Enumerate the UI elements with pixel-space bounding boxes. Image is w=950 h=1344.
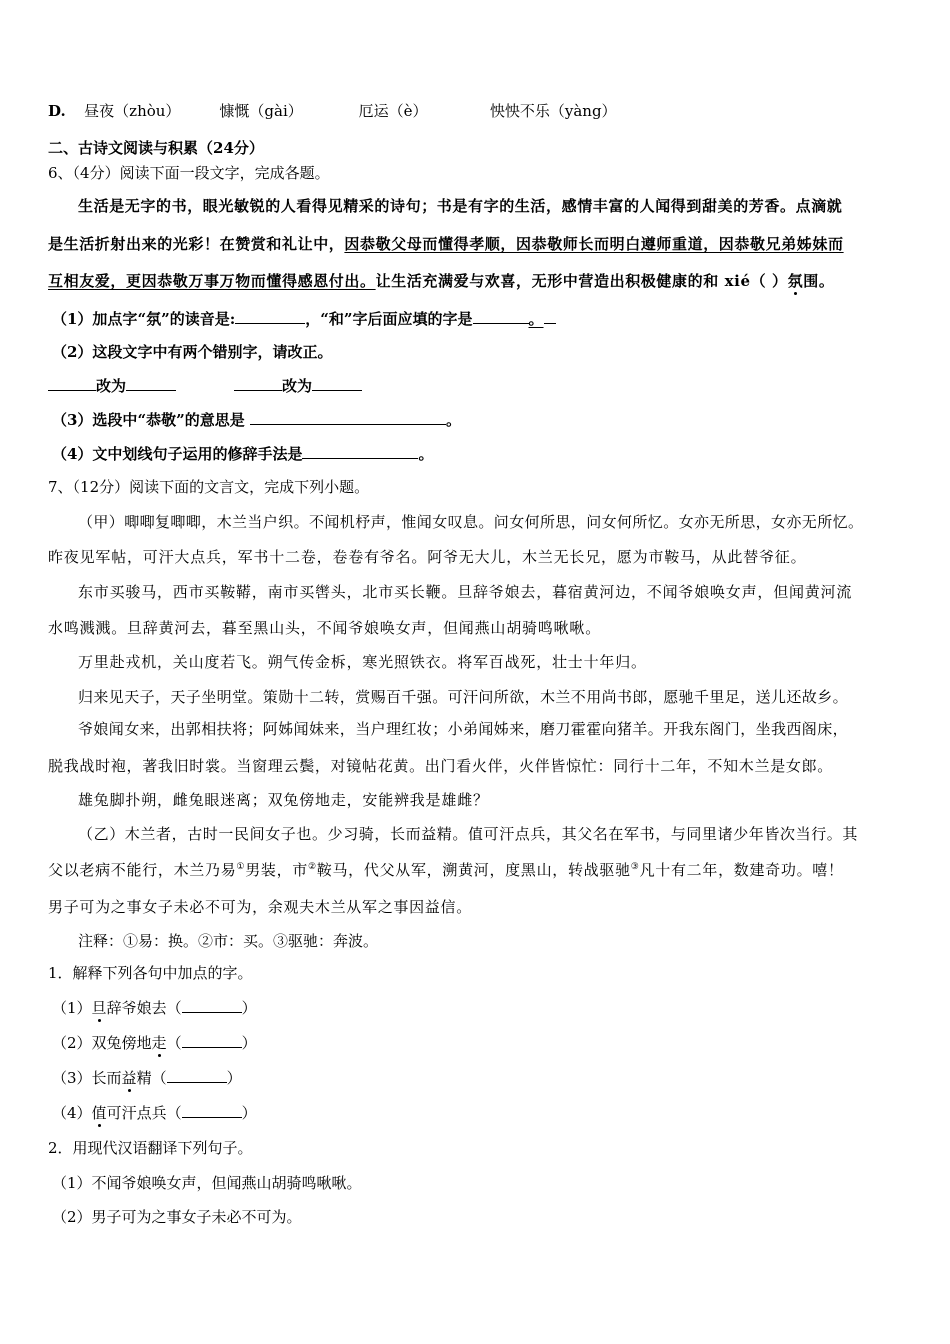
- q6-sub-3-blank[interactable]: [250, 409, 446, 425]
- q6-change-row: [48, 375, 362, 396]
- q6-sub-4: [52, 443, 433, 464]
- q7-sq2-item-2: （2）男子可为之事女子未必不可为。: [52, 1208, 302, 1226]
- q6-intro: 6、（4分）阅读下面一段文字，完成各题。: [48, 164, 330, 182]
- q7-yi-text-b: 男装，市: [245, 861, 308, 879]
- answer-blank[interactable]: [167, 1067, 227, 1083]
- q6-sub-4-end: 。: [418, 445, 434, 463]
- q6-sub-3-text: （3）选段中“恭敬”的意思是: [52, 411, 245, 429]
- q6-change-blank-2b[interactable]: [312, 375, 362, 391]
- q7-intro: 7、（12分）阅读下面的文言文，完成下列小题。: [48, 478, 370, 496]
- q6-change-blank-1b[interactable]: [126, 375, 176, 391]
- q6-change-label-1: 改为: [96, 377, 127, 395]
- item-text: 辞爷娘去（: [106, 999, 182, 1017]
- q6-sub-1: [52, 308, 556, 329]
- q7-sq1-title: 1．解释下列各句中加点的字。: [48, 964, 253, 982]
- item-close: ）: [241, 1034, 257, 1052]
- q6-underlined-sentence: 因恭敬父母而懂得孝顺，因恭敬师长而明白遵师重道，因恭敬兄弟姊妹而: [344, 235, 844, 253]
- q7-yi-line-3: 男子可为之事女子未必不可为，余观夫木兰从军之事因益信。: [48, 898, 472, 916]
- note-marker-2: ②: [308, 862, 317, 872]
- item-text: （: [166, 1034, 182, 1052]
- note-marker-3: ③: [630, 862, 640, 872]
- q7-yi-line-2: [48, 860, 844, 880]
- q7-yi-text-c: 鞍马，代父从军，溯黄河，度黑山，转战驱驰: [316, 861, 631, 879]
- q6-sub-1-text-b: ，“和”字后面应填的字是: [305, 310, 473, 328]
- q7-sq1-item-3: [52, 1067, 242, 1088]
- item-prefix: （4）: [52, 1104, 92, 1122]
- q6-sub-3: [52, 409, 461, 430]
- option-d-word-2: 慷慨（gài）: [219, 102, 303, 120]
- q6-passage-text-end: 让生活充满爱与欢喜，无形中营造出积极健康的和 xié（ ）: [375, 272, 788, 290]
- dotted-char: 益: [121, 1069, 137, 1087]
- q7-yi-text-a: 父以老病不能行，木兰乃易: [48, 861, 237, 879]
- q6-passage-line-2: [48, 234, 844, 254]
- q6-change-blank-1a[interactable]: [48, 375, 96, 391]
- q6-sub-1-trail: [544, 308, 556, 324]
- q6-sub-1-blank-2[interactable]: [473, 308, 529, 324]
- q6-sub-4-blank[interactable]: [302, 443, 418, 459]
- q6-passage-line-1: 生活是无字的书，眼光敏锐的人看得见精采的诗句；书是有字的生活，感情丰富的人闻得到甜美的芳香。点滴就: [78, 197, 843, 215]
- q6-sub-1-text-c: 。: [528, 310, 544, 328]
- q6-passage-text: 是生活折射出来的光彩！在赞赏和礼让中，: [48, 235, 345, 253]
- item-text: 可汗点兵（: [106, 1104, 182, 1122]
- q7-jia-line-2: 昨夜见军帖，可汗大点兵，军书十二卷，卷卷有爷名。阿爷无大儿，木兰无长兄，愿为市鞍马，从此替爷征。: [48, 548, 807, 566]
- answer-blank[interactable]: [182, 997, 242, 1013]
- q7-jia-line-7: 爷娘闻女来，出郭相扶将；阿姊闻妹来，当户理红妆；小弟闻姊来，磨刀霍霍向猪羊。开我东阁门，坐我西阁床，: [78, 720, 849, 738]
- q7-jia-line-6: 归来见天子，天子坐明堂。策勋十二转，赏赐百千强。可汗问所欲，木兰不用尚书郎，愿驰千里足，送儿还故乡。: [78, 688, 849, 706]
- item-close: ）: [226, 1069, 242, 1087]
- answer-blank[interactable]: [182, 1032, 242, 1048]
- q7-jia-line-5: 万里赴戎机，关山度若飞。朔气传金柝，寒光照铁衣。将军百战死，壮士十年归。: [78, 653, 647, 671]
- q6-change-label-2: 改为: [282, 377, 313, 395]
- item-prefix: （3）长而: [52, 1069, 122, 1087]
- dotted-char: 旦: [91, 999, 107, 1017]
- q7-jia-line-3: 东市买骏马，西市买鞍鞯，南市买辔头，北市买长鞭。旦辞爷娘去，暮宿黄河边，不闻爷娘唤女声，但闻黄河流: [78, 583, 853, 601]
- q6-underlined-sentence-end: 互相友爱，更因恭敬万事万物而懂得感恩付出。: [48, 272, 376, 290]
- q6-passage-tail: 围。: [803, 272, 835, 290]
- note-marker-1: ①: [236, 862, 246, 872]
- option-d-word-3: 厄运（è）: [358, 102, 428, 120]
- option-d-row: [48, 101, 617, 121]
- q7-jia-line-4: 水鸣溅溅。旦辞黄河去，暮至黑山头，不闻爷娘唤女声，但闻燕山胡骑鸣啾啾。: [48, 619, 602, 637]
- dotted-char: 值: [91, 1104, 107, 1122]
- q7-sq1-item-2: [52, 1032, 257, 1053]
- item-text: 精（: [136, 1069, 167, 1087]
- q7-sq2-item-1: （1）不闻爷娘唤女声，但闻燕山胡骑鸣啾啾。: [52, 1174, 362, 1192]
- dotted-char: 走: [151, 1034, 167, 1052]
- q6-sub-1-blank-1[interactable]: [235, 308, 305, 324]
- q7-jia-line-8: 脱我战时袍，著我旧时裳。当窗理云鬓，对镜帖花黄。出门看火伴，火伴皆惊忙：同行十二年，不知木兰是女郎。: [48, 757, 834, 775]
- q6-passage-line-3: [48, 271, 834, 291]
- q6-sub-1-text-a: （1）加点字“氛”的读音是:: [52, 310, 236, 328]
- q6-sub-3-end: 。: [445, 411, 461, 429]
- q7-yi-line-1: （乙）木兰者，古时一民间女子也。少习骑，长而益精。值可汗点兵，其父名在军书，与同里诸少年皆次当行。其: [78, 825, 859, 843]
- option-d-label: D.: [48, 102, 66, 120]
- answer-blank[interactable]: [182, 1102, 242, 1118]
- q7-jia-line-1: （甲）唧唧复唧唧，木兰当户织。不闻机杼声，惟闻女叹息。问女何所思，问女何所忆。女亦无所思，女亦无所忆。: [78, 513, 864, 531]
- q7-note: 注释：①易：换。②市：买。③驱驰：奔波。: [78, 932, 379, 950]
- q6-sub-2: （2）这段文字中有两个错别字，请改正。: [52, 343, 333, 361]
- q7-yi-text-d: 凡十有二年，数建奇功。嘻！: [639, 861, 844, 879]
- q6-change-blank-2a[interactable]: [234, 375, 282, 391]
- q6-dotted-char: 氛: [787, 272, 804, 290]
- option-d-word-1: 昼夜（zhòu）: [84, 102, 181, 120]
- q7-sq1-item-1: [52, 997, 257, 1018]
- item-prefix: （1）: [52, 999, 92, 1017]
- item-close: ）: [241, 1104, 257, 1122]
- q6-sub-4-text: （4）文中划线句子运用的修辞手法是: [52, 445, 303, 463]
- item-close: ）: [241, 999, 257, 1017]
- q7-sq1-item-4: [52, 1102, 257, 1123]
- item-prefix: （2）双兔傍地: [52, 1034, 152, 1052]
- option-d-word-4: 怏怏不乐（yàng）: [489, 102, 617, 120]
- section-2-title: 二、古诗文阅读与积累（24分）: [48, 139, 264, 157]
- q7-sq2-title: 2．用现代汉语翻译下列句子。: [48, 1139, 253, 1157]
- q7-jia-line-9: 雄兔脚扑朔，雌兔眼迷离；双兔傍地走，安能辨我是雄雌？: [78, 791, 489, 809]
